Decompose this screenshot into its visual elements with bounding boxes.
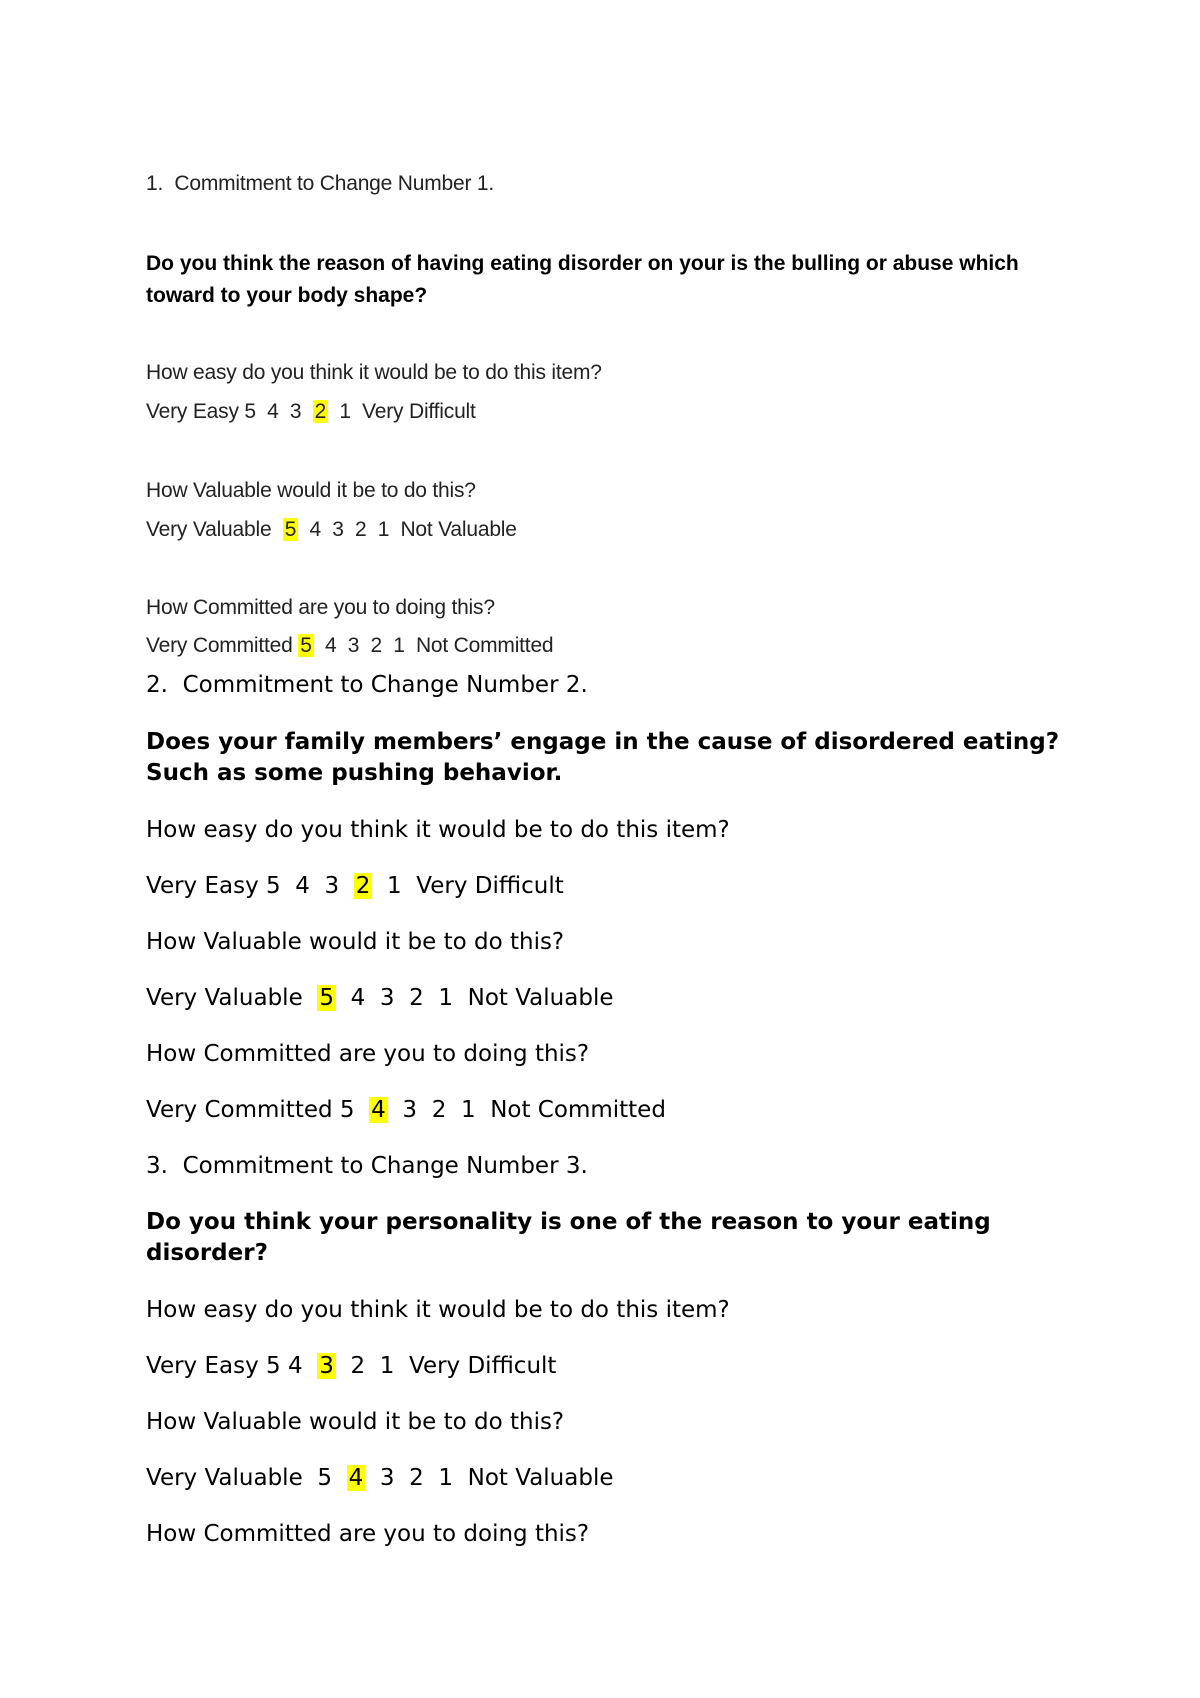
section-3-easy-prompt: How easy do you think it would be to do this item? [146,1297,730,1323]
scale-text: Very Valuable [146,518,283,541]
scale-text: Very Easy 5 4 3 [146,400,313,423]
scale-text: Very Easy 5 4 3 [146,873,354,899]
section-1-question: Do you think the reason of having eating disorder on your is the bulling or abuse which toward to your body shape? [146,252,1019,307]
scale-text: 4 3 2 1 Not Valuable [335,985,614,1011]
section-3-committed-prompt: How Committed are you to doing this? [146,1521,590,1547]
section-2-easy-prompt: How easy do you think it would be to do this item? [146,817,730,843]
section-3-valuable-prompt: How Valuable would it be to do this? [146,1409,565,1435]
selected-rating: 4 [348,1465,364,1491]
section-3-heading: 3. Commitment to Change Number 3. [146,1153,588,1179]
selected-rating: 2 [355,873,371,899]
section-2-committed-prompt: How Committed are you to doing this? [146,1041,590,1067]
scale-text: 4 3 2 1 Not Valuable [298,518,517,541]
scale-text: 1 Very Difficult [328,400,476,423]
section-1-easy-prompt: How easy do you think it would be to do this item? [146,361,602,384]
section-1-heading: 1. Commitment to Change Number 1. [146,172,495,195]
section-2-valuable-scale [146,985,613,1011]
scale-text: 4 3 2 1 Not Committed [313,634,554,657]
section-2-valuable-prompt: How Valuable would it be to do this? [146,929,565,955]
selected-rating: 2 [314,400,327,423]
section-1-committed-scale [146,634,553,658]
scale-text: 1 Very Difficult [372,873,564,899]
section-3-valuable-scale [146,1465,614,1491]
section-2-committed-scale [146,1097,666,1123]
section-2-easy-scale [146,873,564,899]
section-1-valuable-scale [146,518,517,542]
section-2-question: Does your family members’ engage in the cause of disordered eating? Such as some pushing behavior. [146,729,1060,786]
selected-rating: 5 [319,985,334,1011]
section-1-easy-scale [146,400,476,424]
selected-rating: 3 [319,1353,334,1379]
scale-text: Very Committed [146,634,299,657]
section-3-easy-scale [146,1353,556,1379]
scale-text: 3 2 1 Not Committed [387,1097,666,1123]
scale-text: Very Valuable 5 [146,1465,347,1491]
scale-text: Very Easy 5 4 [146,1353,318,1379]
scale-text: 3 2 1 Not Valuable [365,1465,614,1491]
selected-rating: 4 [371,1097,386,1123]
selected-rating: 5 [300,634,312,657]
selected-rating: 5 [284,518,297,541]
scale-text: 2 1 Very Difficult [335,1353,557,1379]
scale-text: Very Valuable [146,985,318,1011]
scale-text: Very Committed 5 [146,1097,370,1123]
section-1-committed-prompt: How Committed are you to doing this? [146,596,495,619]
section-1-valuable-prompt: How Valuable would it be to do this? [146,479,476,502]
section-3-question: Do you think your personality is one of the reason to your eating disorder? [146,1209,991,1266]
section-2-heading: 2. Commitment to Change Number 2. [146,672,588,698]
